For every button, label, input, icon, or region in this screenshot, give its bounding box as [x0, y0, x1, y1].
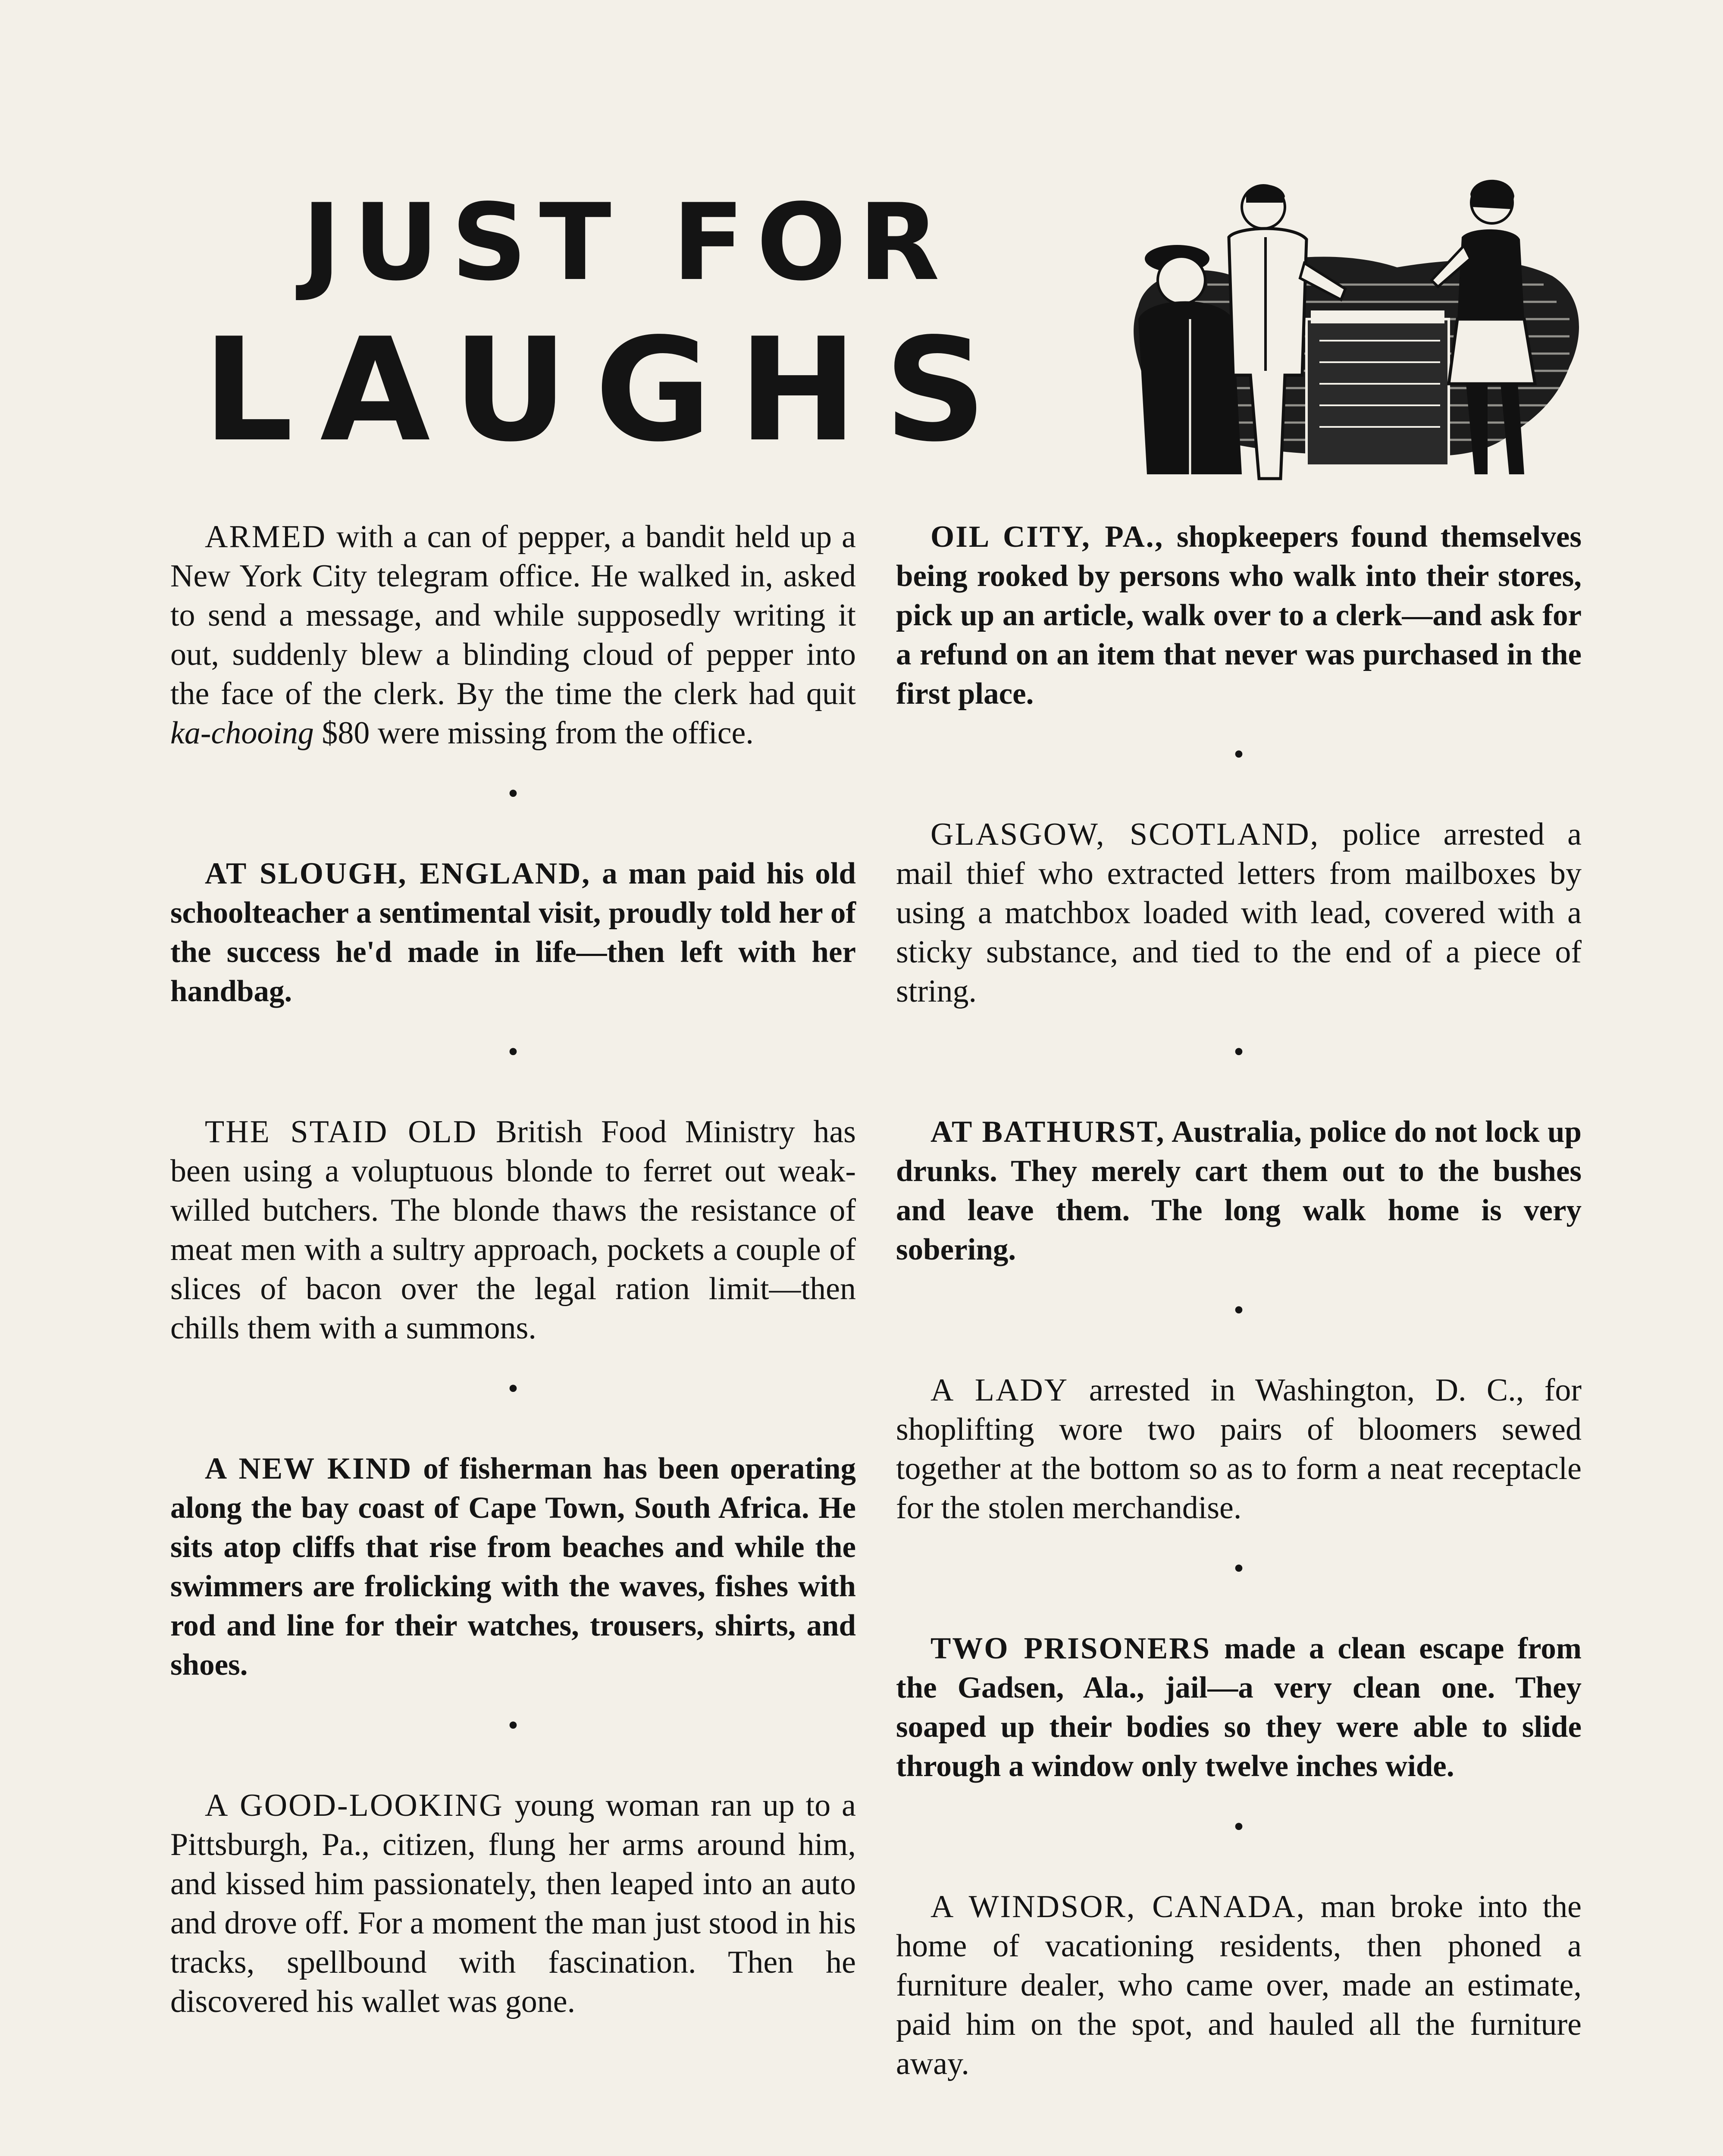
news-item	[170, 854, 856, 1011]
news-item	[896, 517, 1582, 714]
item-text: man broke into the home of vacationing residents, then phoned a furniture dealer, who came over, made an estimate, paid him on the spot, and hauled all the furniture away.	[896, 1889, 1582, 2081]
separator-dot: •	[508, 1372, 519, 1405]
item-text: made a clean escape from the Gadsen, Ala., jail—a very clean one. They soaped up their bodies so they were able to slide through a window only twelve inches wide.	[896, 1632, 1582, 1783]
left-column	[170, 517, 856, 2021]
item-lead: GLASGOW, SCOTLAND,	[930, 817, 1320, 852]
item-lead: ARMED	[205, 519, 327, 555]
item-italic-text: ka-chooing	[170, 715, 314, 751]
news-item	[896, 1371, 1582, 1528]
separator-dot: •	[508, 1709, 519, 1742]
item-text: a man paid his old schoolteacher a sentimental visit, proudly told her of the success he'd made in life—then left with her handbag.	[170, 857, 856, 1008]
item-text-end: $80 were missing from the office.	[313, 715, 754, 751]
item-text: shopkeepers found themselves being rooked by persons who walk into their stores, pick up an article, walk over to a clerk—and ask for a refund on an item that never was purchased in the first place.	[896, 520, 1582, 711]
item-text: arrested in Washington, D. C., for shoplifting wore two pairs of bloomers sewed together at the bottom so as to form a neat receptacle for the stolen merchandise.	[896, 1373, 1582, 1526]
item-text: young woman ran up to a Pittsburgh, Pa., citizen, flung her arms around him, and kissed him passionately, then leaped into an auto and drove off. For a moment the man just stood in his tracks, spellbound with fascination. Then he discovered his wallet was gone.	[170, 1788, 856, 2019]
news-item	[170, 1112, 856, 1348]
title-line-2: LAUGHS	[203, 307, 1014, 473]
separator-dot: •	[508, 777, 519, 810]
item-text: with a can of pepper, a bandit held up a New York City telegram office. He walked in, asked to send a message, and while supposedly writing it out, suddenly blew a blinding cloud of pepper into the face of the clerk. By the time the clerk had quit	[170, 519, 856, 711]
item-lead: A NEW KIND	[205, 1452, 413, 1485]
item-lead: OIL CITY, PA.,	[930, 520, 1164, 554]
news-item	[896, 1629, 1582, 1786]
item-lead: THE STAID OLD	[205, 1114, 478, 1150]
item-lead: A GOOD-LOOKING	[205, 1788, 504, 1823]
news-item	[170, 1786, 856, 2021]
separator-dot: •	[1233, 1035, 1244, 1069]
item-text: Australia, police do not lock up drunks. They merely cart them out to the bushes and leave them. The long walk home is very sobering.	[896, 1115, 1582, 1266]
separator-dot: •	[1233, 738, 1244, 771]
separator-dot: •	[508, 1035, 519, 1069]
title-line-1: JUST FOR	[302, 181, 952, 304]
separator-dot: •	[1233, 1552, 1244, 1585]
item-text: police arrested a mail thief who extracted letters from mailboxes by using a matchbox loaded with lead, covered with a sticky substance, and tied to the end of a piece of string.	[896, 817, 1582, 1009]
news-item	[170, 517, 856, 753]
item-text: of fisherman has been operating along the bay coast of Cape Town, South Africa. He sits atop cliffs that rise from beaches and while the swimmers are frolicking with the waves, fishes with rod and line for their watches, trousers, shirts, and shoes.	[170, 1452, 856, 1682]
news-item	[896, 815, 1582, 1011]
separator-dot: •	[1233, 1810, 1244, 1843]
right-column	[896, 517, 1582, 2084]
news-item	[896, 1887, 1582, 2084]
police-officer-man-and-woman-illustration	[1121, 177, 1595, 487]
item-lead: AT BATHURST,	[930, 1115, 1165, 1149]
item-lead: AT SLOUGH, ENGLAND,	[205, 857, 591, 890]
item-lead: A WINDSOR, CANADA,	[930, 1889, 1306, 1924]
separator-dot: •	[1233, 1294, 1244, 1327]
news-item	[170, 1449, 856, 1685]
news-item	[896, 1112, 1582, 1269]
item-lead: TWO PRISONERS	[930, 1632, 1211, 1665]
item-lead: A LADY	[930, 1373, 1069, 1408]
item-text: British Food Ministry has been using a voluptuous blonde to ferret out weak-willed butchers. The blonde thaws the resistance of meat men with a sultry approach, pockets a couple of slices of bacon over the legal ration limit—then chills them with a summons.	[170, 1114, 856, 1346]
